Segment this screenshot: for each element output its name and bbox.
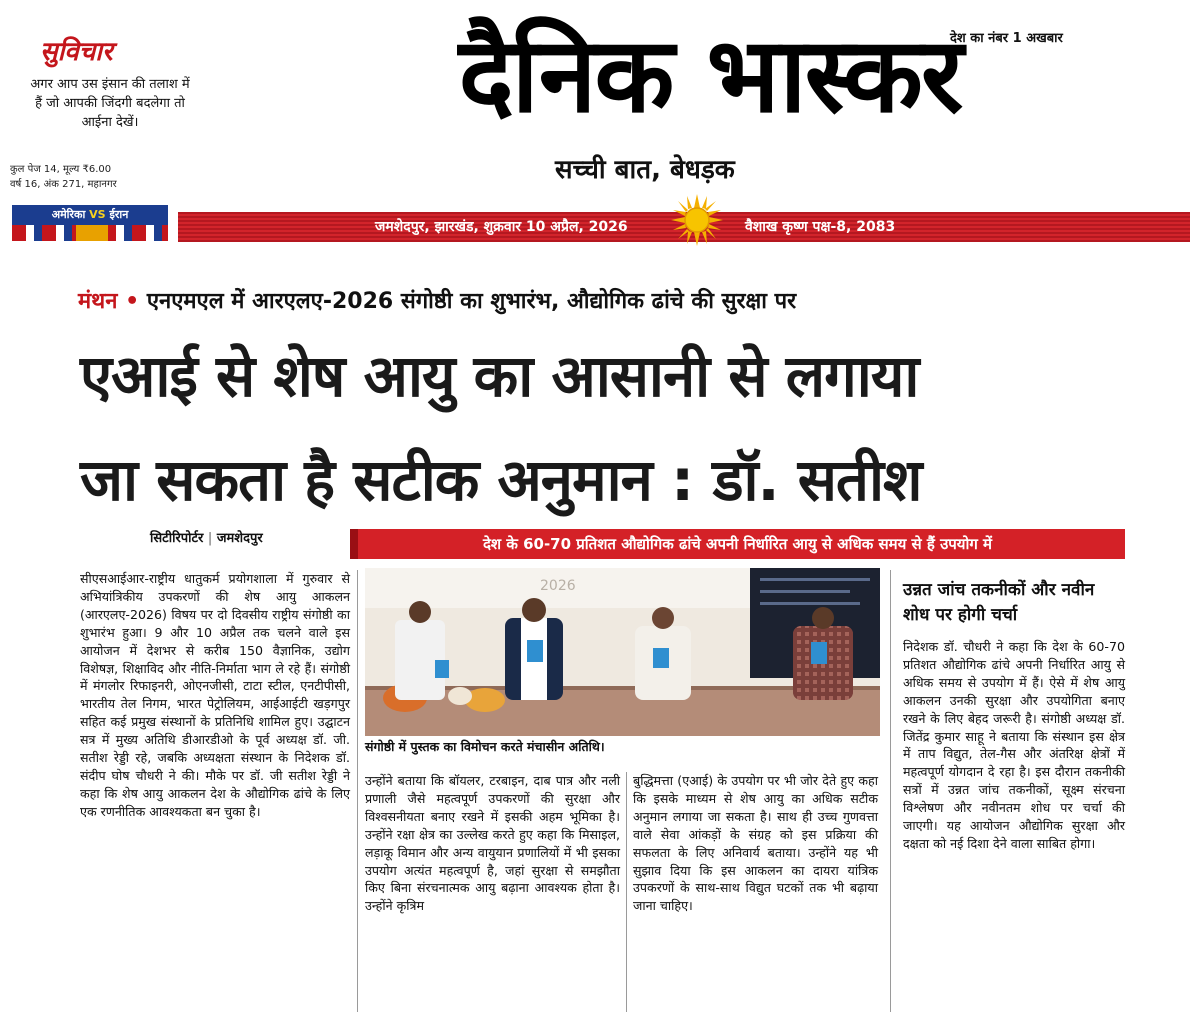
dateline: जमशेदपुर, झारखंड, शुक्रवार 10 अप्रैल, 2026 — [375, 219, 628, 235]
article-photo — [365, 568, 880, 736]
publication-info — [10, 162, 117, 192]
kicker — [78, 285, 796, 315]
byline-reporter: सिटीरिपोर्टर — [150, 531, 204, 546]
promo-banner[interactable] — [12, 205, 168, 241]
column-divider — [626, 772, 627, 1012]
promo-vs: VS — [89, 208, 106, 221]
sun-logo-icon — [671, 194, 723, 246]
suvichar-text: अगर आप उस इंसान की तलाश में हैं जो आपकी जिंदगी बदलेगा तो आईना देखें। — [30, 77, 190, 130]
column-divider — [357, 570, 358, 1012]
price-line: कुल पेज 14, मूल्य ₹6.00 — [10, 164, 112, 175]
highlight-bar: देश के 60-70 प्रतिशत औद्योगिक ढांचे अपनी निर्धारित आयु से अधिक समय से हैं उपयोग में — [350, 529, 1125, 559]
article-column-4: निदेशक डॉ. चौधरी ने कहा कि देश के 60-70 प्रतिशत औद्योगिक ढांचे अपनी निर्धारित आयु से अधिक समय से उपयोग में हैं। ऐसे में शेष आयु आकलन उनकी सुरक्षा और उपयोगिता बनाए रखने के लिए बेहद जरूरी है। संगोष्ठी अध्यक्ष डॉ. जितेंद्र कुमार साहू ने बताया कि संस्थान इस क्षेत्र में ताप विद्युत, तेल-गैस और अंतरिक्ष क्षेत्रों में महत्वपूर्ण योगदान दे रहा है। इस दौरान तकनीकी सत्रों में उन्नत जांच तकनीकों, सूक्ष्म संरचना विश्लेषण और नवीनतम शोध पर चर्चा की जाएगी। यह आयोजन औद्योगिक सुरक्षा और दक्षता को नई दिशा देने वाला साबित होगा। — [903, 639, 1125, 851]
column-divider — [890, 570, 891, 1012]
tagline: सच्ची बात, बेधड़क — [555, 155, 735, 185]
kicker-tag: मंथन — [78, 289, 118, 314]
photo-caption: संगोष्ठी में पुस्तक का विमोचन करते मंचासीन अतिथि। — [365, 739, 605, 754]
issue-line: वर्ष 16, अंक 271, महानगर — [10, 179, 117, 190]
promo-label — [12, 205, 168, 225]
sub-headline: उन्नत जांच तकनीकों और नवीन शोध पर होगी चर्चा — [903, 580, 1095, 625]
promo-right: ईरान — [109, 208, 129, 221]
rank-label: देश का नंबर 1 अखबार — [950, 31, 1063, 46]
newspaper-title: दैनिक भास्कर — [458, 14, 962, 136]
byline — [150, 528, 263, 546]
promo-badge — [76, 225, 108, 241]
article-column-1: सीएसआईआर-राष्ट्रीय धातुकर्म प्रयोगशाला में गुरुवार से अभियांत्रिकीय उपकरणों की शेष आयु आकलन (आरएलए-2026) विषय पर दो दिवसीय राष्ट्रीय संगोष्ठी का शुभारंभ हुआ। 9 और 10 अप्रैल तक चलने वाले इस आयोजन में देशभर से करीब 150 वैज्ञानिक, उद्योग विशेषज्ञ, शिक्षाविद और नीति-निर्माता भाग ले रहे हैं। संगोष्ठी में मंगलोर रिफाइनरी, ओएनजीसी, टाटा स्टील, एनटीपीसी, भारतीय तेल निगम, भारत पेट्रोलियम, आईआईटी खड़गपुर सहित कई प्रमुख संस्थानों के प्रतिनिधि शामिल हुए। उद्घाटन सत्र में मुख्य अतिथि डीआरडीओ के पूर्व अध्यक्ष डॉ. जी. सतीश रेड्डी रहे, जबकि अध्यक्षता संस्थान के निदेशक डॉ. संदीप घोष चौधरी ने की। मौके पर डॉ. जी सतीश रेड्डी ने कहा कि शेष आयु आकलन देश के औद्योगिक ढांचे के लिए एक रणनीतिक आवश्यकता बन चुका है। — [80, 571, 350, 819]
byline-separator: | — [207, 531, 213, 546]
article-column-3: बुद्धिमत्ता (एआई) के उपयोग पर भी जोर देते हुए कहा कि इसके माध्यम से शेष आयु का अधिक सटीक अनुमान लगाया जा सकता है। साथ ही उच्च गुणवत्ता वाले सेवा आंकड़ों के संग्रह को इस प्रक्रिया की सफलता के लिए अनिवार्य बताया। उन्होंने यह भी सुझाव दिया कि इस आकलन का दायरा यांत्रिक उपकरणों के साथ-साथ विद्युत घटकों तक भी बढ़ाया जाना चाहिए। — [633, 773, 878, 914]
promo-left: अमेरिका — [51, 208, 86, 221]
kicker-text: एनएमएल में आरएलए-2026 संगोष्ठी का शुभारंभ, औद्योगिक ढांचे की सुरक्षा पर — [146, 289, 797, 314]
svg-text:2026: 2026 — [540, 578, 576, 594]
book-launch-photo — [365, 568, 880, 736]
article-column-2: उन्होंने बताया कि बॉयलर, टरबाइन, दाब पात्र और नली प्रणाली जैसे महत्वपूर्ण उपकरणों की सुरक्षा और विश्वसनीयता बनाए रखने में इसकी अहम भूमिका है। उन्होंने रक्षा क्षेत्र का उल्लेख करते हुए कहा कि मिसाइल, लड़ाकू विमान और अन्य वायुयान प्रणालियों में भी इसका उपयोग अत्यंत महत्वपूर्ण है, जहां सुरक्षा से समझौता किए बिना संरचनात्मक आयु बढ़ाना आवश्यक होता है। उन्होंने कृत्रिम — [365, 773, 620, 914]
headline-line-2: जा सकता है सटीक अनुमान : डॉ. सतीश — [80, 446, 922, 514]
suvichar-title: सुविचार — [40, 37, 113, 67]
kicker-dot: • — [125, 289, 140, 314]
headline-line-1: एआई से शेष आयु का आसानी से लगाया — [80, 342, 919, 410]
hindu-calendar-date: वैशाख कृष्ण पक्ष-8, 2083 — [745, 219, 896, 235]
byline-city: जमशेदपुर — [216, 531, 263, 546]
